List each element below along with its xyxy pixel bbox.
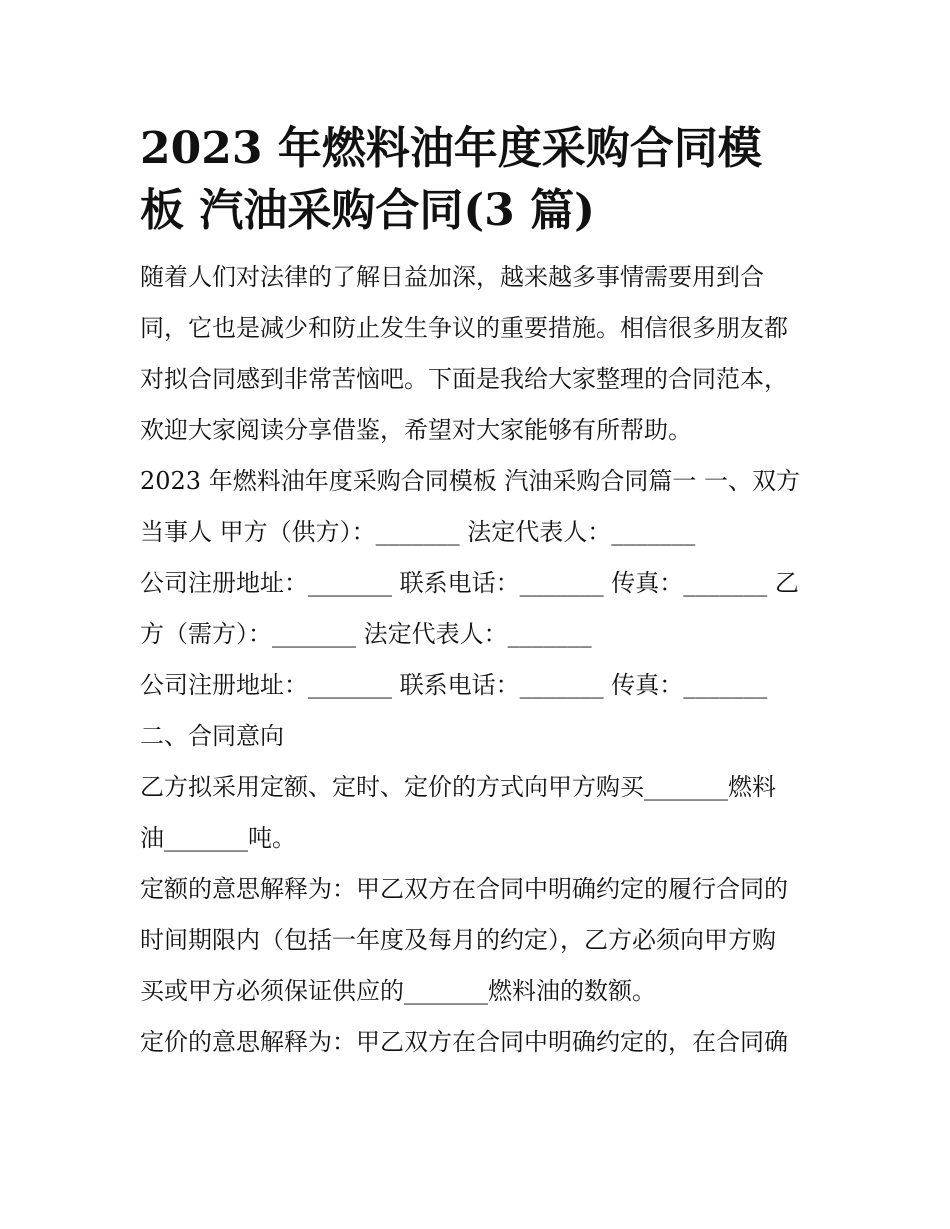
text-line: 公司注册地址：_______ 联系电话：_______ 传真：_______ 乙	[140, 569, 799, 597]
text-line: 同，它也是减少和防止发生争议的重要措施。相信很多朋友都	[140, 314, 788, 342]
text-line: 公司注册地址：_______ 联系电话：_______ 传真：_______	[140, 671, 768, 699]
parties-paragraph	[140, 456, 820, 711]
document-title	[140, 118, 820, 242]
text-line: 二、合同意向	[140, 722, 284, 750]
text-line: 欢迎大家阅读分享借鉴，希望对大家能够有所帮助。	[140, 416, 692, 444]
text-line: 对拟合同感到非常苦恼吧。下面是我给大家整理的合同范本，	[140, 365, 788, 393]
text-line: 定额的意思解释为：甲乙双方在合同中明确约定的履行合同的	[140, 875, 788, 903]
section-heading	[140, 711, 820, 762]
text-line: 买或甲方必须保证供应的_______燃料油的数额。	[140, 977, 656, 1005]
intro-paragraph	[140, 252, 820, 456]
document-body	[140, 252, 820, 1068]
title-line: 2023 年燃料油年度采购合同模	[140, 123, 762, 174]
text-line: 2023 年燃料油年度采购合同模板 汽油采购合同篇一 一、双方	[140, 467, 800, 495]
price-definition-paragraph	[140, 1017, 820, 1068]
text-line: 时间期限内（包括一年度及每月的约定），乙方必须向甲方购	[140, 926, 776, 954]
intent-paragraph	[140, 762, 820, 864]
text-line: 油_______吨。	[140, 824, 296, 852]
text-line: 当事人 甲方（供方）：_______ 法定代表人：_______	[140, 518, 696, 546]
text-line: 乙方拟采用定额、定时、定价的方式向甲方购买_______燃料	[140, 773, 776, 801]
document-page	[140, 118, 820, 1068]
title-line: 板 汽油采购合同(3 篇)	[140, 185, 595, 236]
quota-definition-paragraph	[140, 864, 820, 1017]
text-line: 定价的意思解释为：甲乙双方在合同中明确约定的，在合同确	[140, 1028, 788, 1056]
text-line: 随着人们对法律的了解日益加深，越来越多事情需要用到合	[140, 263, 764, 291]
text-line: 方（需方）：_______ 法定代表人：_______	[140, 620, 592, 648]
